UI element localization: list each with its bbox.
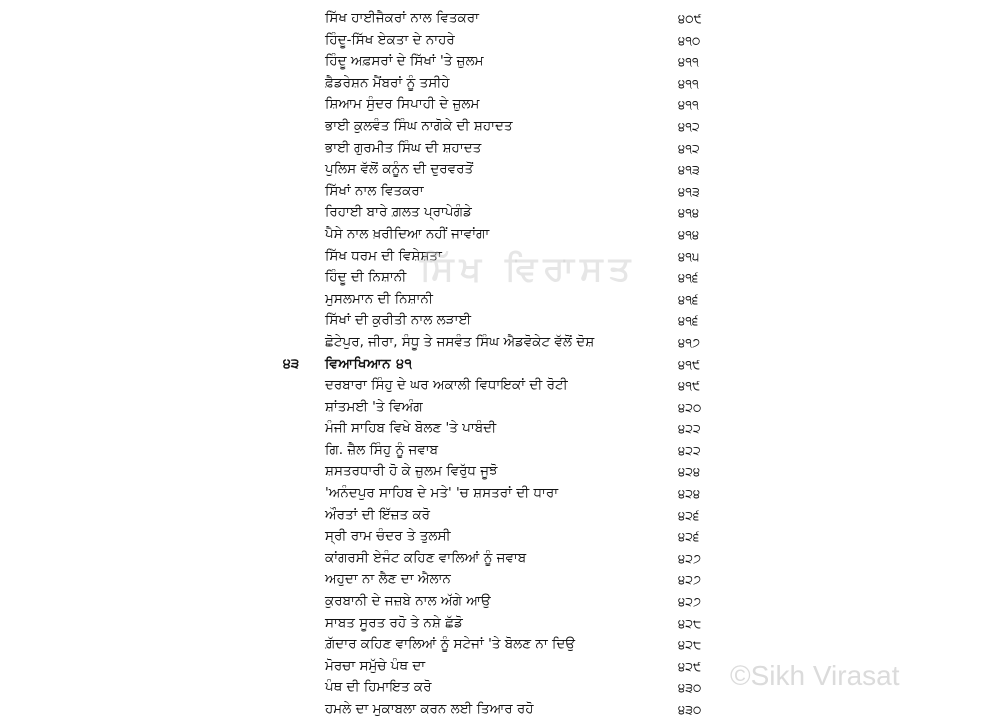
toc-entry-title: ਭਾਈ ਕੁਲਵੰਤ ਸਿੰਘ ਨਾਗੋਕੇ ਦੀ ਸ਼ਹਾਦਤ [325,117,513,134]
toc-entry [0,613,1000,635]
toc-entry [0,73,1000,95]
toc-entry-title: ਸਿੱਖਾਂ ਦੀ ਕੁਰੀਤੀ ਨਾਲ ਲੜਾਈ [325,312,471,329]
toc-entry [0,181,1000,203]
toc-page-number: ੪੨੮ [678,637,702,653]
toc-page-number: ੪੧੩ [678,162,700,178]
toc-page-number: ੪੨੪ [678,486,701,502]
toc-entry [0,246,1000,268]
toc-entry-title: ਸ਼ਿਆਮ ਸੁੰਦਰ ਸਿਪਾਹੀ ਦੇ ਜ਼ੁਲਮ [325,96,480,113]
toc-page-number: ੪੧੯ [678,378,701,394]
toc-page-number: ੪੧੬ [678,291,699,307]
toc-page-number: ੪੧੧ [678,75,699,91]
toc-entry-title: ਸਿੱਖ ਹਾਈਜੈਕਰਾਂ ਨਾਲ ਵਿਤਕਰਾ [325,10,479,26]
toc-entry-title: ਮੋਰਚਾ ਸਮੁੱਚੇ ਪੰਥ ਦਾ [325,657,426,674]
toc-page-number: ੪੦੯ [678,11,702,26]
toc-page-number: ੪੧੬ [678,313,699,329]
toc-entry [0,440,1000,462]
toc-page-number: ੪੧੯ [678,356,701,372]
table-of-contents [0,8,1000,721]
toc-chapter-heading [0,354,1000,376]
toc-page-number: ੪੨੭ [678,594,702,610]
toc-page-number: ੪੧੧ [678,97,699,113]
toc-page-number: ੪੨੭ [678,572,702,588]
toc-entry-title: ਸਿੱਖ ਧਰਮ ਦੀ ਵਿਸ਼ੇਸ਼ਤਾ [325,247,442,264]
toc-entry-title: ਸ਼ਸਤਰਧਾਰੀ ਹੋ ਕੇ ਜ਼ੁਲਮ ਵਿਰੁੱਧ ਜੂਝੋ [325,463,498,480]
toc-entry [0,51,1000,73]
toc-entry [0,202,1000,224]
toc-page-number: ੪੧੬ [678,270,699,286]
toc-entry [0,548,1000,570]
toc-entry [0,461,1000,483]
toc-entry [0,116,1000,138]
toc-entry [0,289,1000,311]
toc-entry [0,332,1000,354]
toc-entry-title: ਸਾਬਤ ਸੂਰਤ ਰਹੋ ਤੇ ਨਸ਼ੇ ਛੱਡੋ [325,614,463,631]
toc-page-number: ੪੧੪ [678,226,700,242]
toc-entry-title: ਵਿਆਖਿਆਨ ੪੧ [325,355,413,372]
toc-entry [0,505,1000,527]
toc-page-number: ੪੧੨ [678,118,700,134]
toc-entry [0,569,1000,591]
toc-entry-title: ਕੁਰਬਾਨੀ ਦੇ ਜਜ਼ਬੇ ਨਾਲ ਅੱਗੇ ਆਉ [325,593,491,610]
toc-page-number: ੪੩੦ [678,680,702,696]
toc-chapter-number: ੪੩ [283,355,300,372]
toc-entry [0,677,1000,699]
toc-entry [0,634,1000,656]
toc-page-number: ੪੧੩ [678,183,700,199]
toc-entry [0,483,1000,505]
toc-entry [0,591,1000,613]
toc-entry-title: ਸ਼ਾਂਤਮਈ 'ਤੇ ਵਿਅੰਗ [325,398,423,415]
toc-entry [0,656,1000,678]
toc-entry [0,418,1000,440]
toc-entry [0,267,1000,289]
toc-entry [0,310,1000,332]
toc-page-number: ੪੧੧ [678,54,699,70]
toc-entry [0,224,1000,246]
toc-entry-title: ਮੰਜੀ ਸਾਹਿਬ ਵਿਖੇ ਬੋਲਣ 'ਤੇ ਪਾਬੰਦੀ [325,420,497,437]
toc-entry-title: ਹਿੰਦੂ ਅਫ਼ਸਰਾਂ ਦੇ ਸਿੱਖਾਂ 'ਤੇ ਜ਼ੁਲਮ [325,53,484,70]
toc-page-number: ੪੨੬ [678,507,700,523]
toc-entry [0,8,1000,30]
toc-page-number: ੪੩੦ [678,702,702,717]
toc-entry-title: ਰਿਹਾਈ ਬਾਰੇ ਗ਼ਲਤ ਪ੍ਰਾਪੇਗੰਡੇ [325,204,472,221]
toc-entry-title: 'ਅਨੰਦਪੁਰ ਸਾਹਿਬ ਦੇ ਮਤੇ' 'ਚ ਸ਼ਸਤਰਾਂ ਦੀ ਧਾਰਾ [325,485,559,502]
toc-page-number: ੪੨੯ [678,658,702,674]
toc-page-number: ੪੧੭ [678,334,701,350]
toc-entry-title: ਕਾਂਗਰਸੀ ਏਜੰਟ ਕਹਿਣ ਵਾਲਿਆਂ ਨੂੰ ਜਵਾਬ [325,549,527,566]
toc-page-number: ੪੨੨ [678,421,701,437]
toc-entry [0,30,1000,52]
toc-entry-title: ਹਮਲੇ ਦਾ ਮੁਕਾਬਲਾ ਕਰਨ ਲਈ ਤਿਆਰ ਰਹੋ [325,701,534,717]
toc-entry [0,375,1000,397]
toc-page-number: ੪੨੬ [678,529,700,545]
toc-entry-title: ਅਹੁਦਾ ਨਾ ਲੈਣ ਦਾ ਐਲਾਨ [325,571,451,588]
toc-entry-title: ਭਾਈ ਗੁਰਮੀਤ ਸਿੰਘ ਦੀ ਸ਼ਹਾਦਤ [325,139,482,156]
toc-entry-title: ਪੈਸੇ ਨਾਲ ਖ਼ਰੀਦਿਆ ਨਹੀਂ ਜਾਵਾਂਗਾ [325,225,490,242]
toc-entry-title: ਔਰਤਾਂ ਦੀ ਇੱਜ਼ਤ ਕਰੋ [325,506,431,523]
toc-page-number: ੪੧੫ [678,248,700,264]
toc-page-number: ੪੨੮ [678,615,702,631]
toc-entry-title: ਹਿੰਦੂ ਦੀ ਨਿਸ਼ਾਨੀ [325,269,407,286]
toc-page-number: ੪੨੭ [678,550,702,566]
toc-page-number: ੪੨੪ [678,464,701,480]
center-watermark: ਸਿੱਖ ਵਿਰਾਸਤ [420,249,637,289]
toc-entry-title: ਮੁਸਲਮਾਨ ਦੀ ਨਿਸ਼ਾਨੀ [325,290,433,307]
toc-entry [0,138,1000,160]
toc-page-number: ੪੧੪ [678,205,700,221]
toc-page-number: ੪੧੨ [678,140,700,156]
toc-entry-title: ਪੁਲਿਸ ਵੱਲੋਂ ਕਨੂੰਨ ਦੀ ਦੁਰਵਰਤੋਂ [325,161,474,178]
toc-entry [0,159,1000,181]
toc-page-number: ੪੨੨ [678,442,701,458]
toc-entry-title: ਹਿੰਦੂ-ਸਿੱਖ ਏਕਤਾ ਦੇ ਨਾਹਰੇ [325,31,455,48]
toc-entry-title: ਦਰਬਾਰਾ ਸਿੰਹੁ ਦੇ ਘਰ ਅਕਾਲੀ ਵਿਧਾਇਕਾਂ ਦੀ ਰੋਟੀ [325,377,568,394]
toc-entry-title: ਸ੍ਰੀ ਰਾਮ ਚੰਦਰ ਤੇ ਤੁਲਸੀ [325,528,451,545]
toc-entry-title: ਗ਼ੱਦਾਰ ਕਹਿਣ ਵਾਲਿਆਂ ਨੂੰ ਸਟੇਜਾਂ 'ਤੇ ਬੋਲਣ ਨਾ ਦਿਉ [325,636,576,653]
toc-entry [0,699,1000,721]
toc-entry [0,397,1000,419]
toc-page-number: ੪੧੦ [678,32,701,48]
toc-entry [0,94,1000,116]
toc-entry [0,526,1000,548]
toc-entry-title: ਗਿ. ਜ਼ੈਲ ਸਿੰਹੁ ਨੂੰ ਜਵਾਬ [325,441,439,458]
toc-page-number: ੪੨੦ [678,399,702,415]
toc-entry-title: ਸਿੱਖਾਂ ਨਾਲ ਵਿਤਕਰਾ [325,182,424,199]
toc-entry-title: ਛੋਟੇਪੁਰ, ਜੀਰਾ, ਸੰਧੂ ਤੇ ਜਸਵੰਤ ਸਿੰਘ ਐਡਵੋਕੇਟ ਵੱਲੋਂ ਦੋਸ਼ [325,333,595,350]
toc-entry-title: ਪੰਥ ਦੀ ਹਿਮਾਇਤ ਕਰੋ [325,679,432,696]
toc-entry-title: ਫ਼ੈਡਰੇਸ਼ਨ ਮੈਂਬਰਾਂ ਨੂੰ ਤਸੀਹੇ [325,74,450,91]
corner-watermark: ©Sikh Virasat [730,660,900,691]
